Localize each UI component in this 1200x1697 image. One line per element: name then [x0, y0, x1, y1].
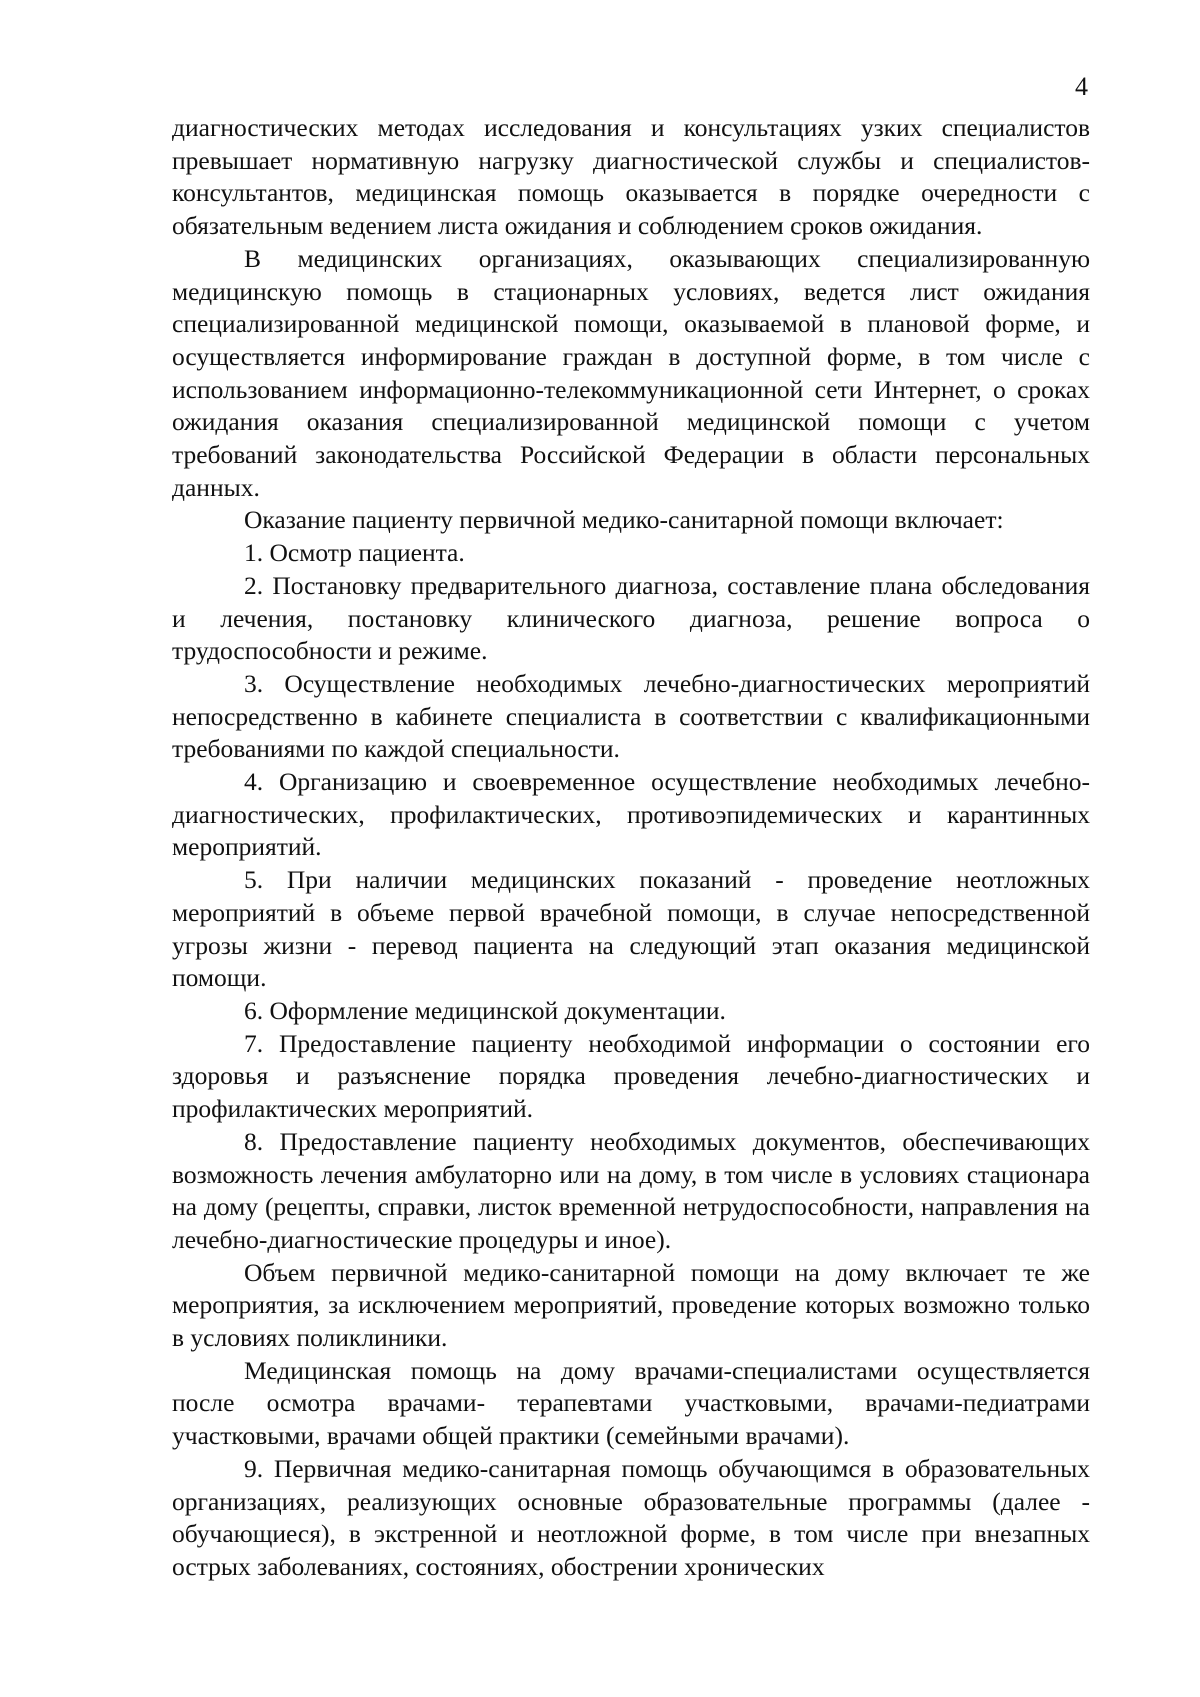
paragraph-home-care-scope: Объем первичной медико-санитарной помощи на дому включает те же мероприятия, за исключением мероприятий, проведение которых возможно только в условиях поликлиники.: [172, 1257, 1090, 1353]
list-item-9: 9. Первичная медико-санитарная помощь обучающимся в образовательных организациях, реализующих основные образовательные программы (далее - обучающиеся), в экстренной и неотложной форме, в том числе при внезапных острых заболеваниях, состояниях, обострении хронических: [172, 1453, 1090, 1581]
list-item-2: 2. Постановку предварительного диагноза, составление плана обследования и лечения, постановку клинического диагноза, решение вопроса о трудоспособности и режиме.: [172, 570, 1090, 666]
list-item-7: 7. Предоставление пациенту необходимой информации о состоянии его здоровья и разъяснение порядка проведения лечебно-диагностических и профилактических мероприятий.: [172, 1028, 1090, 1124]
list-item-3: 3. Осуществление необходимых лечебно-диагностических мероприятий непосредственно в кабинете специалиста в соответствии с квалификационными требованиями по каждой специальности.: [172, 668, 1090, 764]
list-item-6: 6. Оформление медицинской документации.: [244, 995, 726, 1025]
paragraph-waiting-list: В медицинских организациях, оказывающих специализированную медицинскую помощь в стационарных условиях, ведется лист ожидания специализированной медицинской помощи, оказываемой в плановой форме, и осуществляется информирование граждан в доступной форме, в том числе с использованием информационно-телекоммуникационной сети Интернет, о сроках ожидания оказания специализированной медицинской помощи с учетом требований законодательства Российской Федерации в области персональных данных.: [172, 243, 1090, 502]
paragraph-primary-care-intro: Оказание пациенту первичной медико-санитарной помощи включает:: [244, 505, 1004, 535]
paragraph-continuation: диагностических методах исследования и консультациях узких специалистов превышает нормативную нагрузку диагностической службы и специалистов-консультантов, медицинская помощь оказывается в порядке очередности с обязательным ведением листа ожидания и соблюдением сроков ожидания.: [172, 113, 1090, 241]
list-item-8: 8. Предоставление пациенту необходимых документов, обеспечивающих возможность лечения амбулаторно или на дому, в том числе в условиях стационара на дому (рецепты, справки, листок временной нетрудоспособности, направления на лечебно-диагностические процедуры и иное).: [172, 1126, 1090, 1254]
page-number: 4: [1075, 72, 1088, 101]
document-body: [172, 112, 1090, 1584]
list-item-4: 4. Организацию и своевременное осуществление необходимых лечебно-диагностических, профилактических, противоэпидемических и карантинных мероприятий.: [172, 767, 1090, 862]
list-item-1: 1. Осмотр пациента.: [244, 538, 465, 568]
paragraph-home-care-specialists: Медицинская помощь на дому врачами-специалистами осуществляется после осмотра врачами- терапевтами участковыми, врачами-педиатрами участковыми, врачами общей практики (семейными врачами).: [172, 1355, 1090, 1451]
list-item-5: 5. При наличии медицинских показаний - проведение неотложных мероприятий в объеме первой врачебной помощи, в случае непосредственной угрозы жизни - перевод пациента на следующий этап оказания медицинской помощи.: [172, 865, 1090, 993]
